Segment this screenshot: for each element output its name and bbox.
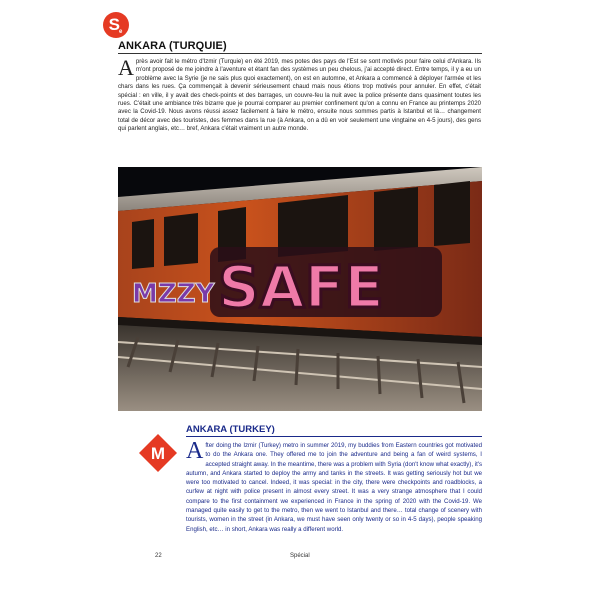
english-drop-cap: A	[186, 438, 204, 464]
graffiti-train-photo	[118, 167, 482, 411]
french-paragraph: près avoir fait le métro d'Izmir (Turquie) en été 2019, mes potes des pays de l'Est se sont motivés pour faire celui d'Ankara. Ils m'ont proposé de me joindre à l'aventure et étant fan des systèmes un peu chelous, j'ai accepté direct. Entre temps, il y a eu un problème avec la Syrie (je ne sais plus quoi exactement), on est en automne, et Ankara a commencé à déployer l'armée et les chars dans les rues. Ça commençait à devenir sérieusement chaud mais nous étions trop motivés pour annuler. En effet, c'était spécial : en ville, il y avait des check-points et des barrages, un couvre-feu la nuit avec la police présente dans quasiment toutes les rues. C'était une ambiance très bizarre que je pourrai comparer au premier confinement qu'on a connu en France au printemps 2020 avec la Covid-19. Nous avons réussi assez facilement à faire le métro, ensuite nous sommes partis à Istanbul et là… changement total de décor avec des touristes, des femmes dans la rue (à Ankara, on a dû en voir seulement une vingtaine en 4-5 jours), des gens qui parlent anglais, etc… bref, Ankara c'était vraiment un autre monde.	[118, 58, 481, 133]
french-heading: ANKARA (TURQUIE)	[118, 40, 227, 52]
english-heading: ANKARA (TURKEY)	[186, 424, 275, 435]
english-article-body	[186, 438, 482, 534]
french-drop-cap: A	[118, 55, 134, 80]
french-article-body	[118, 55, 481, 134]
french-heading-rule	[118, 53, 482, 54]
s-logo-icon: Se	[103, 12, 129, 38]
section-name: Spécial	[290, 553, 310, 559]
english-heading-rule	[186, 436, 482, 437]
m-metro-logo-icon	[139, 434, 177, 472]
english-paragraph: fter doing the Izmir (Turkey) metro in summer 2019, my buddies from Eastern countries got motivated to do the Ankara one. They offered me to join the adventure and being a fan of weird systems, I accepted straight away. In the meantime, there was a problem with Syria (don't know what exactly), it's autumn, and Ankara started to deploy the army and tanks in the streets. It was getting seriously hot but we were too motivated to cancel. Indeed, it was special: in the city, there were checkpoints and roadblocks, a curfew at night with police present in almost every street. It was a very strange atmosphere that I could compare to the first containment we experienced in France in the spring of 2020 with the Covid-19. We managed quite easily to get to the metro, then we went to Istanbul and there… total change of scenery with tourists, women in the street (in Ankara, we must have seen only twenty or so in 4-5 days), people speaking English, etc… in short, Ankara was really a different world.	[186, 442, 482, 533]
svg-text:MZZY: MZZY	[132, 279, 215, 309]
page-number: 22	[155, 553, 162, 559]
svg-text:SAFE: SAFE	[218, 253, 384, 321]
svg-text:M: M	[150, 444, 166, 463]
